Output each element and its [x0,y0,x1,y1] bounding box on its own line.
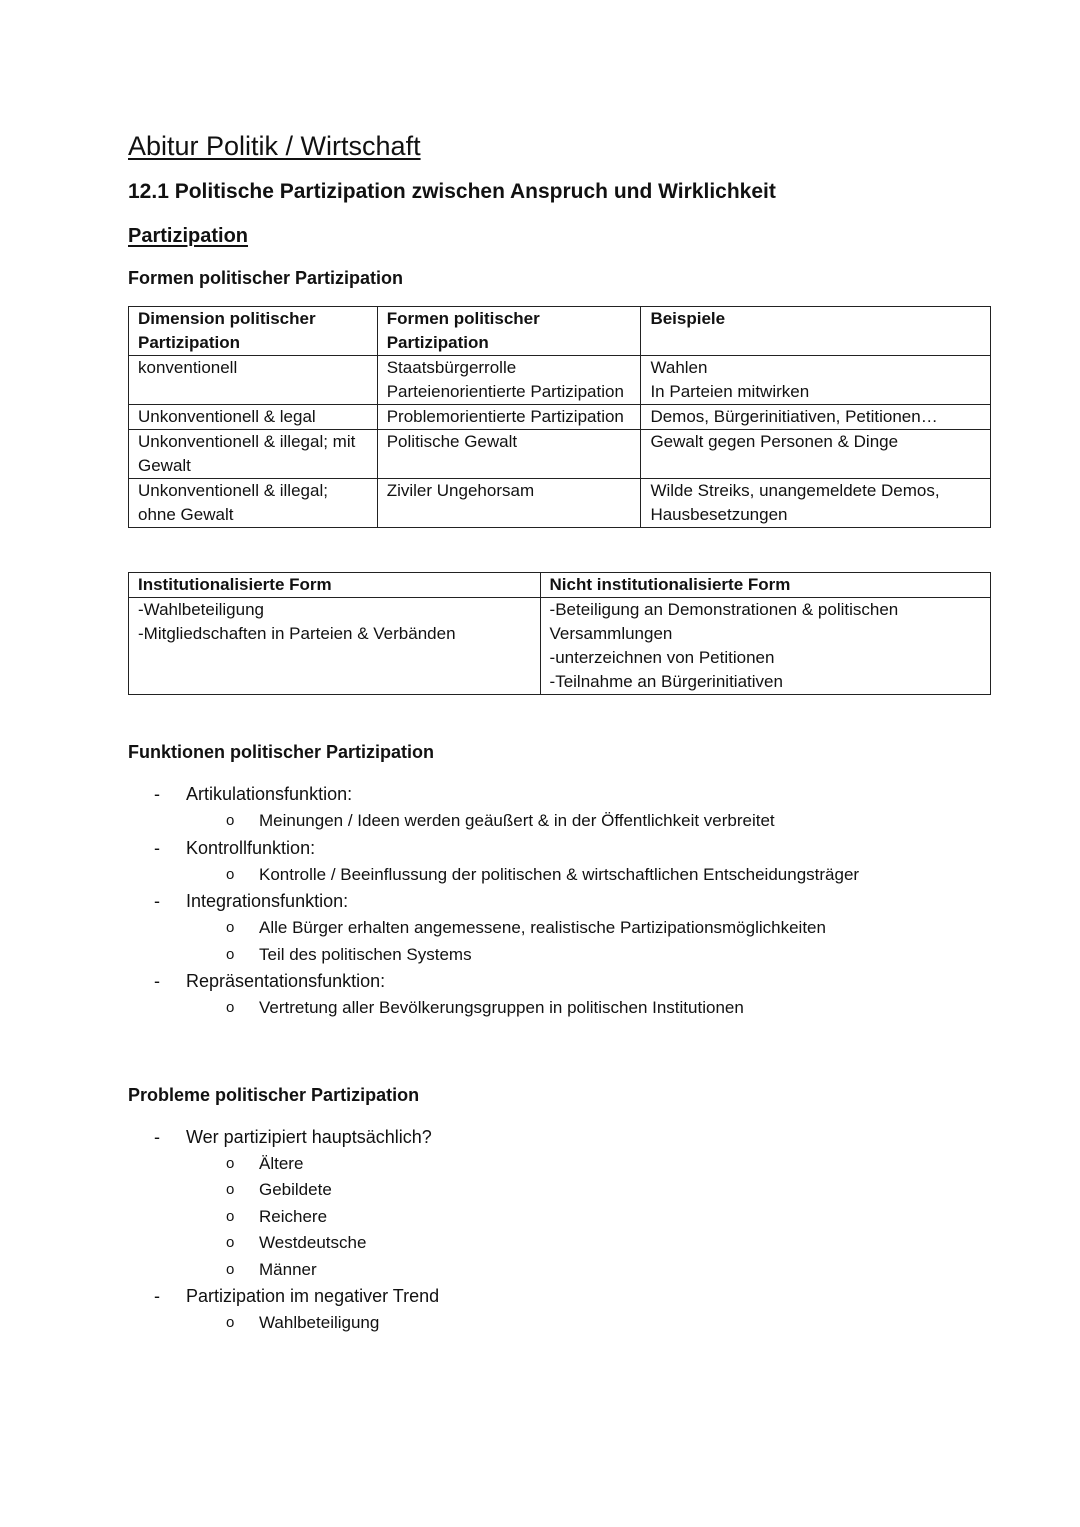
list-item [128,942,992,969]
forms-header-examples: Beispiele [641,307,991,356]
table-cell: konventionell [129,356,378,405]
forms-header-forms: Formen politischer Partizipation [377,307,641,356]
circle-bullet-icon: o [226,1181,235,1198]
circle-bullet-icon: o [226,1207,235,1225]
forms-heading: Formen politischer Partizipation [128,268,404,288]
function-label: Artikulationsfunktion: [186,784,353,804]
list-item [128,1230,992,1257]
function-label: Repräsentationsfunktion: [186,971,386,991]
table-row [129,430,991,479]
functions-heading: Funktionen politischer Partizipation [128,742,435,762]
problem-detail: Ältere [259,1153,304,1173]
problem-detail: Wahlbeteiligung [259,1313,380,1332]
list-item [128,862,992,889]
list-item [128,1124,992,1151]
forms-table [128,306,991,528]
forms-header-dimension: Dimension politischer Partizipation [129,307,378,356]
table-row [129,598,991,695]
list-item [128,1257,992,1284]
table-cell: Gewalt gegen Personen & Dinge [641,430,991,479]
list-item [128,1151,992,1178]
list-item [128,968,992,995]
function-detail: Kontrolle / Beeinflussung der politischen & wirtschaftlichen Entscheidungsträger [259,864,860,884]
circle-bullet-icon: o [226,1314,235,1331]
forms-table-header-row [129,307,991,356]
table-cell: Unkonventionell & illegal; ohne Gewalt [129,479,378,528]
list-item [128,888,992,915]
function-detail: Alle Bürger erhalten angemessene, realistische Partizipationsmöglichkeiten [259,918,826,937]
table-row [129,405,991,430]
list-item [128,1204,992,1231]
list-item [128,1310,992,1337]
list-item [128,995,992,1022]
table-cell: Wilde Streiks, unangemeldete Demos, Hausbesetzungen [641,479,991,528]
list-item [128,1177,992,1204]
circle-bullet-icon: o [226,1260,235,1278]
function-detail: Meinungen / Ideen werden geäußert & in der Öffentlichkeit verbreitet [259,811,775,830]
table-cell: Demos, Bürgerinitiativen, Petitionen… [641,405,991,430]
function-detail: Vertretung aller Bevölkerungsgruppen in politischen Institutionen [259,998,744,1017]
list-item [128,808,992,835]
document-title: Abitur Politik / Wirtschaft [128,131,421,161]
problem-detail: Westdeutsche [259,1233,367,1252]
institutional-cell: -Wahlbeteiligung -Mitgliedschaften in Parteien & Verbänden [129,598,541,695]
list-item [128,1283,992,1310]
dash-bullet-icon: - [154,1126,160,1147]
circle-bullet-icon: o [226,1234,235,1251]
functions-list [128,781,992,1022]
table-row [129,479,991,528]
document-page [128,128,992,1337]
table-cell: Unkonventionell & illegal; mit Gewalt [129,430,378,479]
problem-label: Partizipation im negativer Trend [186,1286,440,1306]
section-title: 12.1 Politische Partizipation zwischen Anspruch und Wirklichkeit [128,180,776,203]
problem-detail: Reichere [259,1206,328,1226]
non-institutional-cell: -Beteiligung an Demonstrationen & politischen Versammlungen -unterzeichnen von Petitionen -Teilnahme an Bürgerinitiativen [540,598,990,695]
list-item [128,781,992,808]
function-detail: Teil des politischen Systems [259,944,472,964]
function-label: Integrationsfunktion: [186,891,349,911]
table-cell: Problemorientierte Partizipation [377,405,641,430]
table-cell: Politische Gewalt [377,430,641,479]
circle-bullet-icon: o [226,865,235,883]
table-cell: Staatsbürgerrolle Parteienorientierte Partizipation [377,356,641,405]
table-row [129,356,991,405]
problem-detail: Gebildete [259,1180,332,1199]
function-label: Kontrollfunktion: [186,837,316,858]
dash-bullet-icon: - [154,971,160,991]
dash-bullet-icon: - [154,1286,160,1306]
circle-bullet-icon: o [226,999,235,1016]
circle-bullet-icon: o [226,945,235,963]
problems-heading: Probleme politischer Partizipation [128,1084,420,1105]
list-item [128,915,992,942]
circle-bullet-icon: o [226,919,235,936]
circle-bullet-icon: o [226,1154,235,1172]
table-cell: Unkonventionell & legal [129,405,378,430]
problem-label: Wer partizipiert hauptsächlich? [186,1126,432,1147]
dash-bullet-icon: - [154,837,160,858]
dash-bullet-icon: - [154,891,160,911]
non-institutional-header: Nicht institutionalisierte Form [540,573,990,598]
list-item [128,835,992,862]
problems-list [128,1124,992,1337]
institutional-table [128,572,991,695]
problem-detail: Männer [259,1259,317,1279]
institutional-table-header-row [129,573,991,598]
circle-bullet-icon: o [226,812,235,829]
table-cell: Wahlen In Parteien mitwirken [641,356,991,405]
subsection-title: Partizipation [128,225,249,247]
institutional-header: Institutionalisierte Form [129,573,541,598]
dash-bullet-icon: - [154,784,160,804]
table-cell: Ziviler Ungehorsam [377,479,641,528]
